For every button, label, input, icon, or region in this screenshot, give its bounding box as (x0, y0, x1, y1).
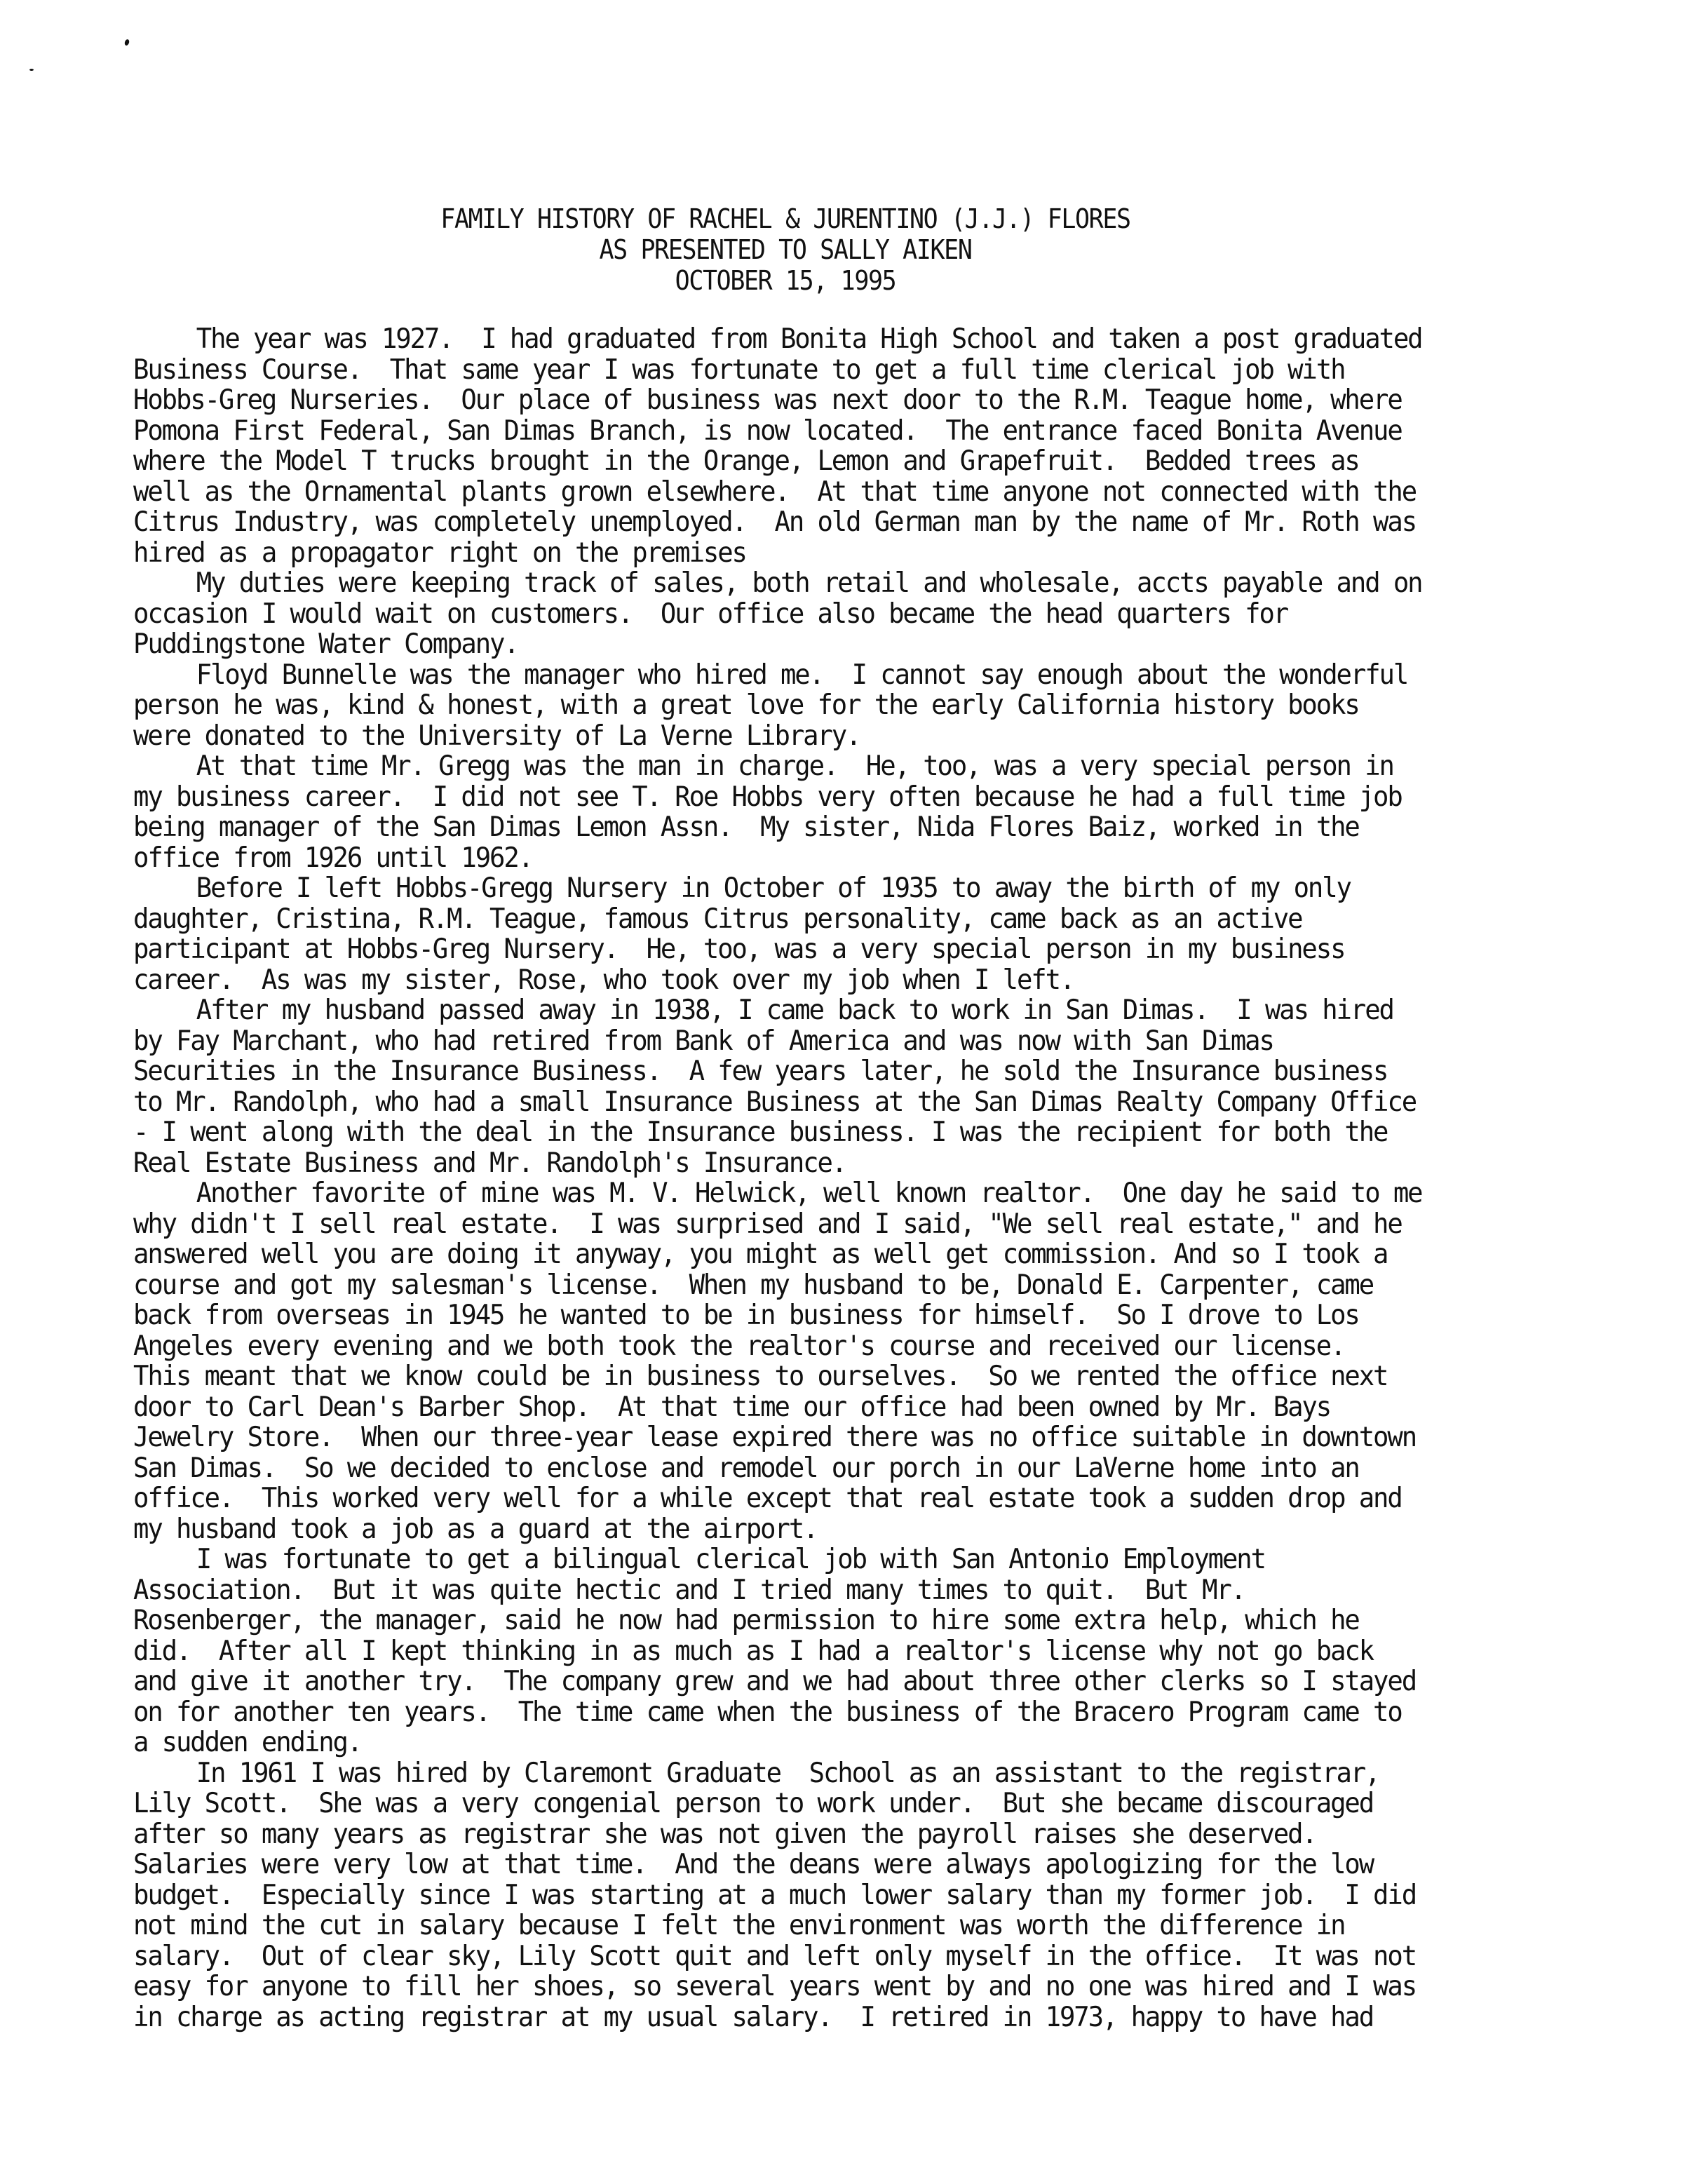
text-line: occasion I would wait on customers. Our office also became the head quarters for (133, 598, 1288, 630)
text-line: in charge as acting registrar at my usual salary. I retired in 1973, happy to have had (133, 2001, 1374, 2033)
text-line: San Dimas. So we decided to enclose and remodel our porch in our LaVerne home into an (133, 1452, 1359, 1484)
document-body (133, 324, 1573, 2033)
ink-speck (124, 39, 130, 46)
text-line: budget. Especially since I was starting at a much lower salary than my former job. I did (133, 1879, 1417, 1911)
text-line: being manager of the San Dimas Lemon Assn. My sister, Nida Flores Baiz, worked in the (133, 811, 1359, 843)
text-line: my business career. I did not see T. Roe Hobbs very often because he had a full time job (133, 781, 1402, 813)
text-line: Salaries were very low at that time. And the deans were always apologizing for the low (133, 1849, 1374, 1880)
text-line: Pomona First Federal, San Dimas Branch, is now located. The entrance faced Bonita Avenue (133, 414, 1402, 447)
text-line: Rosenberger, the manager, said he now had permission to hire some extra help, which he (133, 1605, 1359, 1636)
document-header (308, 203, 1263, 296)
text-line: At that time Mr. Gregg was the man in charge. He, too, was a very special person in (196, 750, 1393, 782)
text-line: I was fortunate to get a bilingual clerical job with San Antonio Employment (196, 1544, 1265, 1575)
text-line: Jewelry Store. When our three-year lease expired there was no office suitable in downtown (133, 1422, 1417, 1453)
document-title: FAMILY HISTORY OF RACHEL & JURENTINO (J.J.) FLORES (440, 203, 1130, 234)
document-date: OCTOBER 15, 1995 (675, 265, 896, 296)
text-line: - I went along with the deal in the Insurance business. I was the recipient for both the (133, 1117, 1388, 1148)
text-line: My duties were keeping track of sales, both retail and wholesale, accts payable and on (196, 567, 1422, 599)
text-line: and give it another try. The company grew and we had about three other clerks so I stayed (133, 1666, 1417, 1697)
text-line: Another favorite of mine was M. V. Helwick, well known realtor. One day he said to me (196, 1178, 1422, 1209)
text-line: office from 1926 until 1962. (133, 842, 533, 874)
ink-speck (29, 69, 34, 71)
text-line: Floyd Bunnelle was the manager who hired me. I cannot say enough about the wonderful (196, 659, 1408, 691)
text-line: my husband took a job as a guard at the airport. (133, 1513, 818, 1545)
text-line: after so many years as registrar she was not given the payroll raises she deserved. (133, 1818, 1316, 1850)
text-line: office. This worked very well for a while except that real estate took a sudden drop and (133, 1483, 1402, 1514)
text-line: answered well you are doing it anyway, you might as well get commission. And so I took a (133, 1239, 1388, 1270)
text-line: why didn't I sell real estate. I was surprised and I said, "We sell real estate," and he (133, 1208, 1402, 1240)
text-line: The year was 1927. I had graduated from Bonita High School and taken a post graduated (196, 323, 1422, 355)
text-line: This meant that we know could be in business to ourselves. So we rented the office next (133, 1361, 1388, 1392)
text-line: After my husband passed away in 1938, I came back to work in San Dimas. I was hired (196, 995, 1393, 1026)
text-line: a sudden ending. (133, 1727, 362, 1758)
text-line: hired as a propagator right on the premises (133, 537, 746, 569)
text-line: In 1961 I was hired by Claremont Graduate School as an assistant to the registrar, (196, 1757, 1379, 1789)
text-line: career. As was my sister, Rose, who took over my job when I left. (133, 964, 1074, 996)
text-line: Hobbs-Greg Nurseries. Our place of business was next door to the R.M. Teague home, where (133, 384, 1402, 416)
text-line: salary. Out of clear sky, Lily Scott quit and left only myself in the office. It was not (133, 1940, 1417, 1972)
text-line: by Fay Marchant, who had retired from Bank of America and was now with San Dimas (133, 1025, 1273, 1057)
text-line: Puddingstone Water Company. (133, 628, 518, 660)
text-line: not mind the cut in salary because I felt the environment was worth the difference in (133, 1910, 1345, 1941)
text-line: Real Estate Business and Mr. Randolph's Insurance. (133, 1147, 846, 1179)
text-line: course and got my salesman's license. When my husband to be, Donald E. Carpenter, came (133, 1269, 1374, 1301)
text-line: participant at Hobbs-Greg Nursery. He, too, was a very special person in my business (133, 933, 1345, 965)
document-subtitle: AS PRESENTED TO SALLY AIKEN (599, 234, 972, 265)
text-line: to Mr. Randolph, who had a small Insurance Business at the San Dimas Realty Company Office (133, 1086, 1417, 1118)
text-line: back from overseas in 1945 he wanted to be in business for himself. So I drove to Los (133, 1300, 1359, 1331)
text-line: Lily Scott. She was a very congenial person to work under. But she became discouraged (133, 1788, 1374, 1819)
text-line: door to Carl Dean's Barber Shop. At that time our office had been owned by Mr. Bays (133, 1391, 1331, 1423)
text-line: Before I left Hobbs-Gregg Nursery in October of 1935 to away the birth of my only (196, 872, 1351, 904)
text-line: did. After all I kept thinking in as much as I had a realtor's license why not go back (133, 1635, 1374, 1667)
text-line: daughter, Cristina, R.M. Teague, famous Citrus personality, came back as an active (133, 903, 1302, 935)
text-line: Angeles every evening and we both took the realtor's course and received our license. (133, 1330, 1345, 1362)
text-line: well as the Ornamental plants grown elsewhere. At that time anyone not connected with the (133, 476, 1417, 508)
text-line: person he was, kind & honest, with a great love for the early California history books (133, 689, 1359, 721)
text-line: Citrus Industry, was completely unemployed. An old German man by the name of Mr. Roth was (133, 506, 1417, 538)
text-line: on for another ten years. The time came when the business of the Bracero Program came to (133, 1696, 1402, 1728)
text-line: Securities in the Insurance Business. A few years later, he sold the Insurance business (133, 1056, 1388, 1087)
text-line: were donated to the University of La Verne Library. (133, 720, 860, 752)
text-line: Association. But it was quite hectic and I tried many times to quit. But Mr. (133, 1574, 1245, 1606)
text-line: easy for anyone to fill her shoes, so several years went by and no one was hired and I was (133, 1971, 1417, 2002)
text-line: Business Course. That same year I was fortunate to get a full time clerical job with (133, 353, 1345, 386)
text-line: where the Model T trucks brought in the Orange, Lemon and Grapefruit. Bedded trees as (133, 445, 1359, 477)
